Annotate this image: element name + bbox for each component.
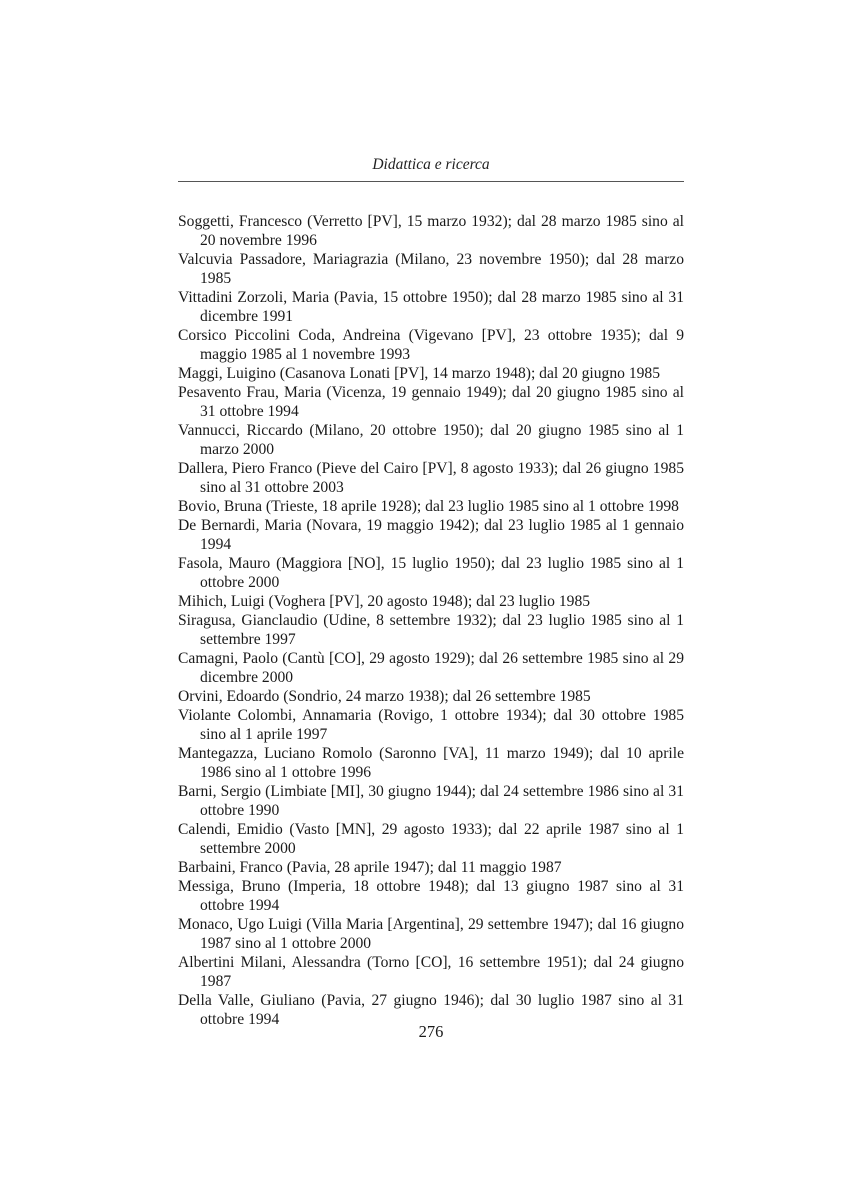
list-item: Messiga, Bruno (Imperia, 18 ottobre 1948); dal 13 giugno 1987 sino al 31 ottobre 1994 bbox=[178, 878, 684, 914]
list-item: Calendi, Emidio (Vasto [MN], 29 agosto 1933); dal 22 aprile 1987 sino al 1 settembre 2000 bbox=[178, 821, 684, 857]
list-item: Albertini Milani, Alessandra (Torno [CO], 16 settembre 1951); dal 24 giugno 1987 bbox=[178, 954, 684, 990]
list-item: Fasola, Mauro (Maggiora [NO], 15 luglio 1950); dal 23 luglio 1985 sino al 1 ottobre 2000 bbox=[178, 555, 684, 591]
list-item: Corsico Piccolini Coda, Andreina (Vigevano [PV], 23 ottobre 1935); dal 9 maggio 1985 al 1 novembre 1993 bbox=[178, 327, 684, 363]
page-number: 276 bbox=[418, 1022, 444, 1041]
list-item: Soggetti, Francesco (Verretto [PV], 15 marzo 1932); dal 28 marzo 1985 sino al 20 novembre 1996 bbox=[178, 213, 684, 249]
list-item: Mihich, Luigi (Voghera [PV], 20 agosto 1948); dal 23 luglio 1985 bbox=[178, 593, 591, 610]
running-header: Didattica e ricerca bbox=[372, 156, 490, 173]
list-item: Barni, Sergio (Limbiate [MI], 30 giugno 1944); dal 24 settembre 1986 sino al 31 ottobre 1990 bbox=[178, 783, 684, 819]
list-item: Pesavento Frau, Maria (Vicenza, 19 gennaio 1949); dal 20 giugno 1985 sino al 31 ottobre 1994 bbox=[178, 384, 684, 420]
list-item: Monaco, Ugo Luigi (Villa Maria [Argentina], 29 settembre 1947); dal 16 giugno 1987 sino al 1 ottobre 2000 bbox=[178, 916, 684, 952]
list-item: Camagni, Paolo (Cantù [CO], 29 agosto 1929); dal 26 settembre 1985 sino al 29 dicembre 2000 bbox=[178, 650, 684, 686]
faculty-list bbox=[178, 212, 684, 1029]
list-item: Bovio, Bruna (Trieste, 18 aprile 1928); dal 23 luglio 1985 sino al 1 ottobre 1998 bbox=[178, 498, 679, 515]
list-item: Valcuvia Passadore, Mariagrazia (Milano, 23 novembre 1950); dal 28 marzo 1985 bbox=[178, 251, 684, 287]
list-item: De Bernardi, Maria (Novara, 19 maggio 1942); dal 23 luglio 1985 al 1 gennaio 1994 bbox=[178, 517, 684, 553]
header-divider bbox=[178, 181, 684, 182]
list-item: Barbaini, Franco (Pavia, 28 aprile 1947); dal 11 maggio 1987 bbox=[178, 859, 562, 876]
list-item: Siragusa, Gianclaudio (Udine, 8 settembre 1932); dal 23 luglio 1985 sino al 1 settembre 1997 bbox=[178, 612, 684, 648]
list-item: Maggi, Luigino (Casanova Lonati [PV], 14 marzo 1948); dal 20 giugno 1985 bbox=[178, 365, 661, 382]
list-item: Vittadini Zorzoli, Maria (Pavia, 15 ottobre 1950); dal 28 marzo 1985 sino al 31 dicembre 1991 bbox=[178, 289, 684, 325]
list-item: Vannucci, Riccardo (Milano, 20 ottobre 1950); dal 20 giugno 1985 sino al 1 marzo 2000 bbox=[178, 422, 684, 458]
list-item: Orvini, Edoardo (Sondrio, 24 marzo 1938); dal 26 settembre 1985 bbox=[178, 688, 591, 705]
list-item: Violante Colombi, Annamaria (Rovigo, 1 ottobre 1934); dal 30 ottobre 1985 sino al 1 aprile 1997 bbox=[178, 707, 684, 743]
list-item: Mantegazza, Luciano Romolo (Saronno [VA], 11 marzo 1949); dal 10 aprile 1986 sino al 1 ottobre 1996 bbox=[178, 745, 684, 781]
list-item: Della Valle, Giuliano (Pavia, 27 giugno 1946); dal 30 luglio 1987 sino al 31 ottobre 1994 bbox=[178, 992, 684, 1028]
list-item: Dallera, Piero Franco (Pieve del Cairo [PV], 8 agosto 1933); dal 26 giugno 1985 sino al 31 ottobre 2003 bbox=[178, 460, 684, 496]
